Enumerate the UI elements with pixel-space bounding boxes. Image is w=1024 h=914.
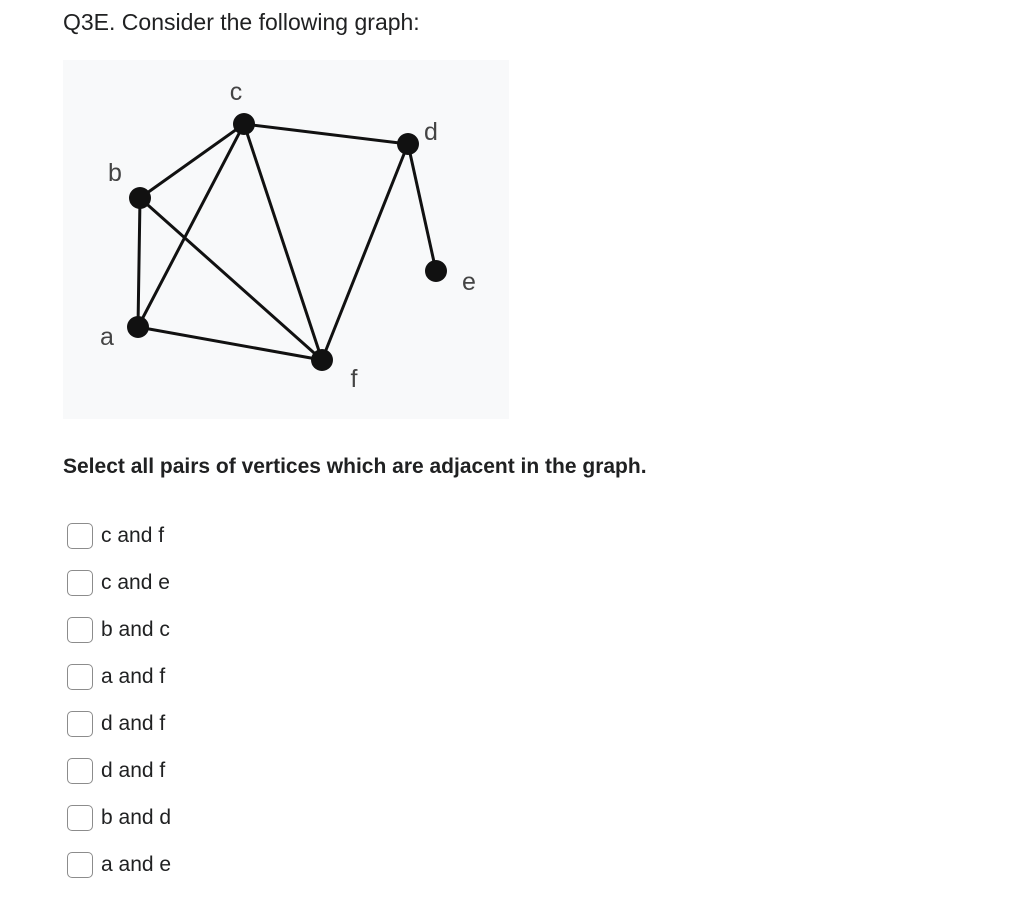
vertex-label-f: f (350, 365, 358, 393)
answer-checkbox[interactable] (67, 805, 93, 831)
answer-label: b and c (101, 617, 170, 641)
vertex-label-e: e (462, 268, 476, 296)
answer-option[interactable] (67, 559, 171, 606)
graph-edge (408, 144, 436, 271)
answer-option[interactable] (67, 653, 171, 700)
graph-figure (63, 60, 509, 419)
answer-choices (67, 512, 171, 888)
answer-label: a and e (101, 852, 172, 876)
answer-label: b and d (101, 805, 172, 829)
answer-label: d and f (101, 758, 166, 782)
vertex-label-d: d (424, 118, 438, 146)
graph-vertex-b (129, 187, 151, 209)
answer-checkbox[interactable] (67, 617, 93, 643)
vertex-label-c: c (229, 78, 243, 106)
question-title: Q3E. Consider the following graph: (63, 9, 420, 35)
answer-label: d and f (101, 711, 166, 735)
answer-checkbox[interactable] (67, 711, 93, 737)
answer-label: c and e (101, 570, 170, 594)
answer-label: c and f (101, 523, 165, 547)
graph-edge (138, 198, 140, 327)
graph-edge (140, 124, 244, 198)
graph-edge (138, 124, 244, 327)
graph-diagram (63, 60, 509, 419)
answer-option[interactable] (67, 841, 171, 888)
answer-option[interactable] (67, 794, 171, 841)
answer-label: a and f (101, 664, 166, 688)
answer-checkbox[interactable] (67, 664, 93, 690)
graph-edge (244, 124, 408, 144)
answer-checkbox[interactable] (67, 852, 93, 878)
graph-edge (322, 144, 408, 360)
answer-option[interactable] (67, 606, 171, 653)
vertex-label-b: b (108, 159, 122, 187)
answer-checkbox[interactable] (67, 523, 93, 549)
graph-vertex-f (311, 349, 333, 371)
answer-checkbox[interactable] (67, 758, 93, 784)
answer-option[interactable] (67, 700, 171, 747)
graph-vertex-c (233, 113, 255, 135)
graph-vertex-d (397, 133, 419, 155)
question-prompt: Select all pairs of vertices which are adjacent in the graph. (63, 455, 647, 478)
answer-option[interactable] (67, 747, 171, 794)
answer-option[interactable] (67, 512, 171, 559)
graph-vertex-a (127, 316, 149, 338)
graph-edge (138, 327, 322, 360)
answer-checkbox[interactable] (67, 570, 93, 596)
vertex-label-a: a (100, 323, 114, 351)
graph-vertex-e (425, 260, 447, 282)
